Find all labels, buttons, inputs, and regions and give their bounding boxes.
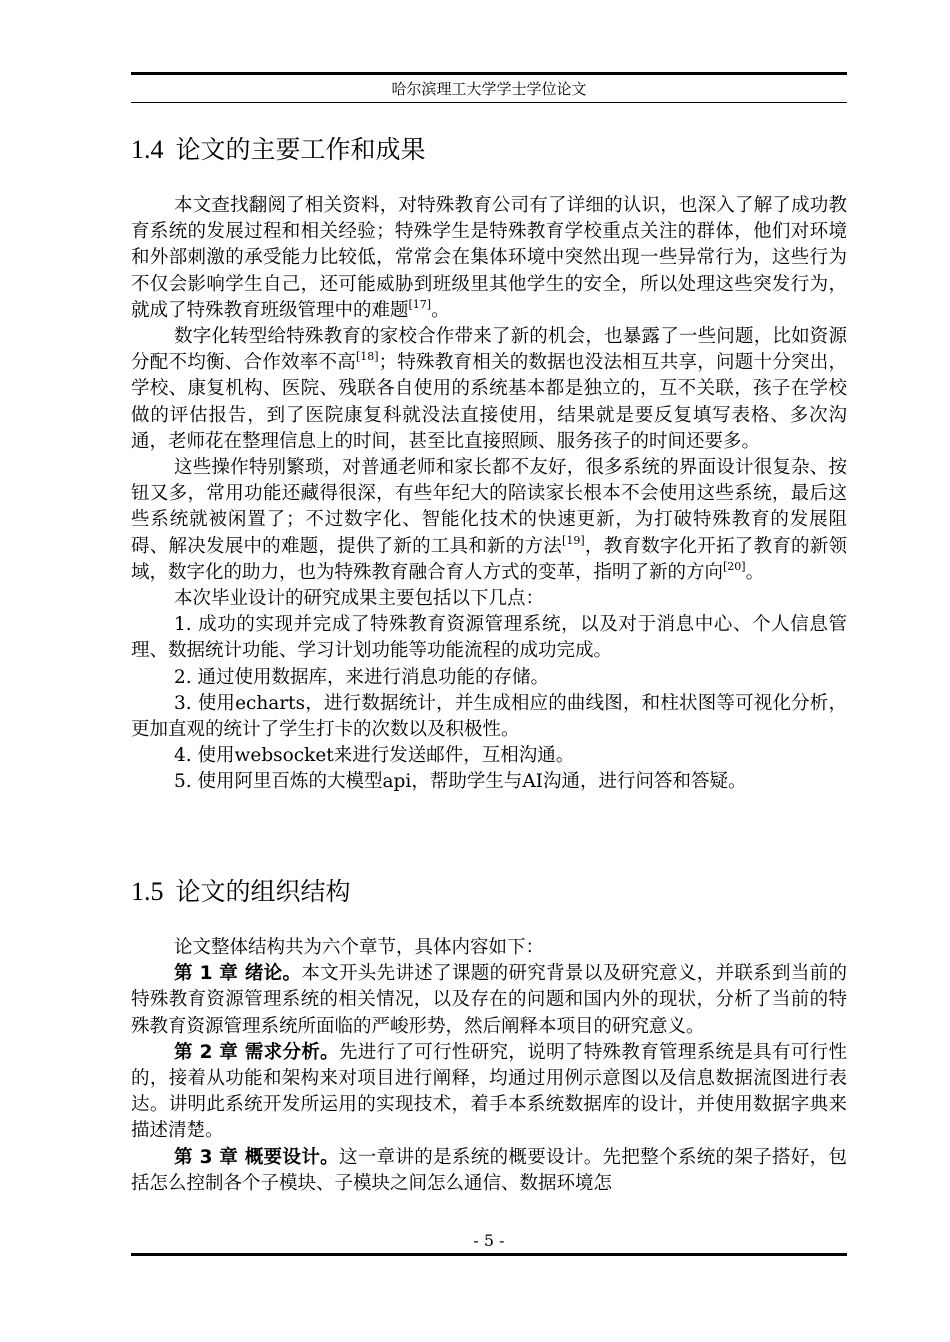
section-1-5-body — [131, 935, 847, 1197]
chapter-label: 第 1 章 绪论。 — [174, 963, 302, 985]
paragraph: 本次毕业设计的研究成果主要包括以下几点： — [174, 588, 545, 610]
header-bottom-rule — [131, 102, 847, 103]
paragraph: 这些操作特别繁琐，对普通老师和家长都不友好，很多系统的界面设计很复杂、按钮又多，常用功能还藏得很深，有些年纪大的陪读家长根本不会使用这些系统，最后这些系统就被闲置了；不过数字化、智能化技术的快速更新，为打破特殊教育的发展阻碍、解决发展中的难题，提供了新的工具和新的方法[19]，教育数字化开拓了教育的新领域，数字化的助力，也为特殊教育融合育人方式的变革，指明了新的方向[20]。 — [131, 457, 847, 583]
section-title: 论文的主要工作和成果 — [175, 135, 426, 164]
chapter-description: 第 3 章 概要设计。这一章讲的是系统的概要设计。先把整个系统的架子搭好，包括怎么控制各个子模块、子模块之间怎么通信、数据环境怎 — [131, 1146, 847, 1194]
section-heading-1-4 — [131, 134, 426, 166]
citation: [17] — [408, 297, 432, 311]
section-heading-1-5 — [131, 876, 351, 908]
section-number: 1.5 — [131, 877, 164, 906]
list-item: 4. 使用websocket来进行发送邮件，互相沟通。 — [174, 745, 575, 767]
list-item: 2. 通过使用数据库，来进行消息功能的存储。 — [174, 666, 550, 688]
citation: [18] — [355, 350, 379, 364]
paragraph: 数字化转型给特殊教育的家校合作带来了新的机会，也暴露了一些问题，比如资源分配不均衡、合作效率不高[18]；特殊教育相关的数据也没法相互共享，问题十分突出，学校、康复机构、医院、残联各自使用的系统基本都是独立的，互不关联，孩子在学校做的评估报告，到了医院康复科就没法直接使用，结果就是要反复填写表格、多次沟通，老师花在整理信息上的时间，甚至比直接照顾、服务孩子的时间还要多。 — [131, 326, 847, 452]
list-item: 1. 成功的实现并完成了特殊教育资源管理系统，以及对于消息中心、个人信息管理、数据统计功能、学习计划功能等功能流程的成功完成。 — [131, 614, 847, 662]
header-top-rule — [131, 72, 847, 75]
list-item: 3. 使用echarts，进行数据统计，并生成相应的曲线图，和柱状图等可视化分析，更加直观的统计了学生打卡的次数以及积极性。 — [131, 692, 847, 741]
running-header: 哈尔滨理工大学学士学位论文 — [391, 80, 587, 98]
paragraph: 论文整体结构共为六个章节，具体内容如下： — [174, 937, 545, 958]
footer-rule — [131, 1253, 847, 1256]
section-1-4-body — [131, 193, 847, 796]
chapter-description: 第 2 章 需求分析。先进行了可行性研究，说明了特殊教育管理系统是具有可行性的，接着从功能和架构来对项目进行阐释，均通过用例示意图以及信息数据流图进行表达。讲明此系统开发所运用的实现技术，着手本系统数据库的设计，并使用数据字典来描述清楚。 — [131, 1041, 847, 1142]
section-title: 论文的组织结构 — [175, 877, 351, 906]
list-item: 5. 使用阿里百炼的大模型api，帮助学生与AI沟通，进行问答和答疑。 — [174, 771, 747, 793]
chapter-label: 第 2 章 需求分析。 — [174, 1041, 339, 1063]
chapter-label: 第 3 章 概要设计。 — [174, 1146, 339, 1168]
citation: [20] — [723, 559, 746, 573]
citation: [19] — [562, 533, 585, 547]
page-number: - 5 - — [473, 1231, 505, 1250]
chapter-description: 第 1 章 绪论。本文开头先讲述了课题的研究背景以及研究意义，并联系到当前的特殊教育资源管理系统的相关情况，以及存在的问题和国内外的现状，分析了当前的特殊教育资源管理系统所面临的严峻形势，然后阐释本项目的研究意义。 — [131, 963, 847, 1037]
section-number: 1.4 — [131, 135, 164, 164]
paragraph: 本文查找翻阅了相关资料，对特殊教育公司有了详细的认识，也深入了解了成功教育系统的发展过程和相关经验；特殊学生是特殊教育学校重点关注的群体，他们对环境和外部刺激的承受能力比较低，常常会在集体环境中突然出现一些异常行为，这些行为不仅会影响学生自己，还可能威胁到班级里其他学生的安全，所以处理这些突发行为，就成了特殊教育班级管理中的难题[17]。 — [131, 195, 847, 321]
